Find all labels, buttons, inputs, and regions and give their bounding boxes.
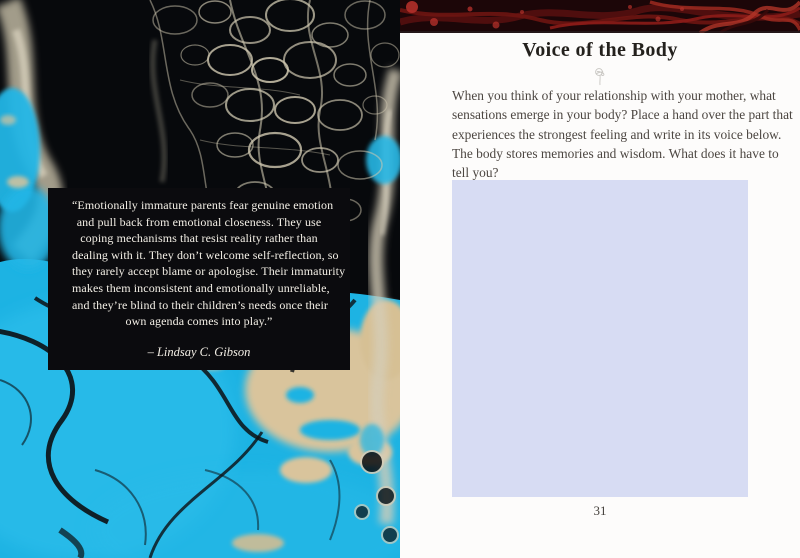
quote-line: and they’re blind to their children’s needs once their [72, 297, 328, 312]
prompt-line: The body stores memories and wisdom. What does it have to [452, 145, 779, 161]
red-marble-texture [400, 0, 800, 33]
header-marble-strip [400, 0, 800, 33]
quote-line: dealing with it. They don’t welcome self-reflection, so [72, 247, 339, 262]
quote-line: makes them inconsistent and emotionally unreliable, [72, 280, 330, 295]
quote-line: own agenda comes into play.” [125, 314, 273, 329]
quote-line: they rarely accept blame or apologise. Their immaturity [72, 264, 346, 279]
right-page [400, 0, 800, 558]
quote-line: and pull back from emotional closeness. They use [76, 214, 322, 229]
prompt-line: When you think of your relationship with your mother, what [452, 88, 776, 103]
quote-attribution: – Lindsay C. Gibson [147, 344, 251, 359]
prompt-line: sensations emerge in your body? Place a hand over the part that [452, 107, 793, 123]
page-title: Voice of the Body [522, 39, 678, 61]
prompt-line: tell you? [452, 165, 499, 181]
quote-line: “Emotionally immature parents fear genuine emotion [72, 198, 334, 212]
page-number: 31 [593, 503, 607, 518]
quote-box [48, 188, 350, 370]
writing-area [452, 180, 748, 497]
prompt-paragraph [452, 86, 793, 182]
prompt-line: experiences the strongest feeling and write in its voice below. [452, 126, 782, 142]
quote-line: coping mechanisms that resist reality rather than [80, 231, 318, 246]
